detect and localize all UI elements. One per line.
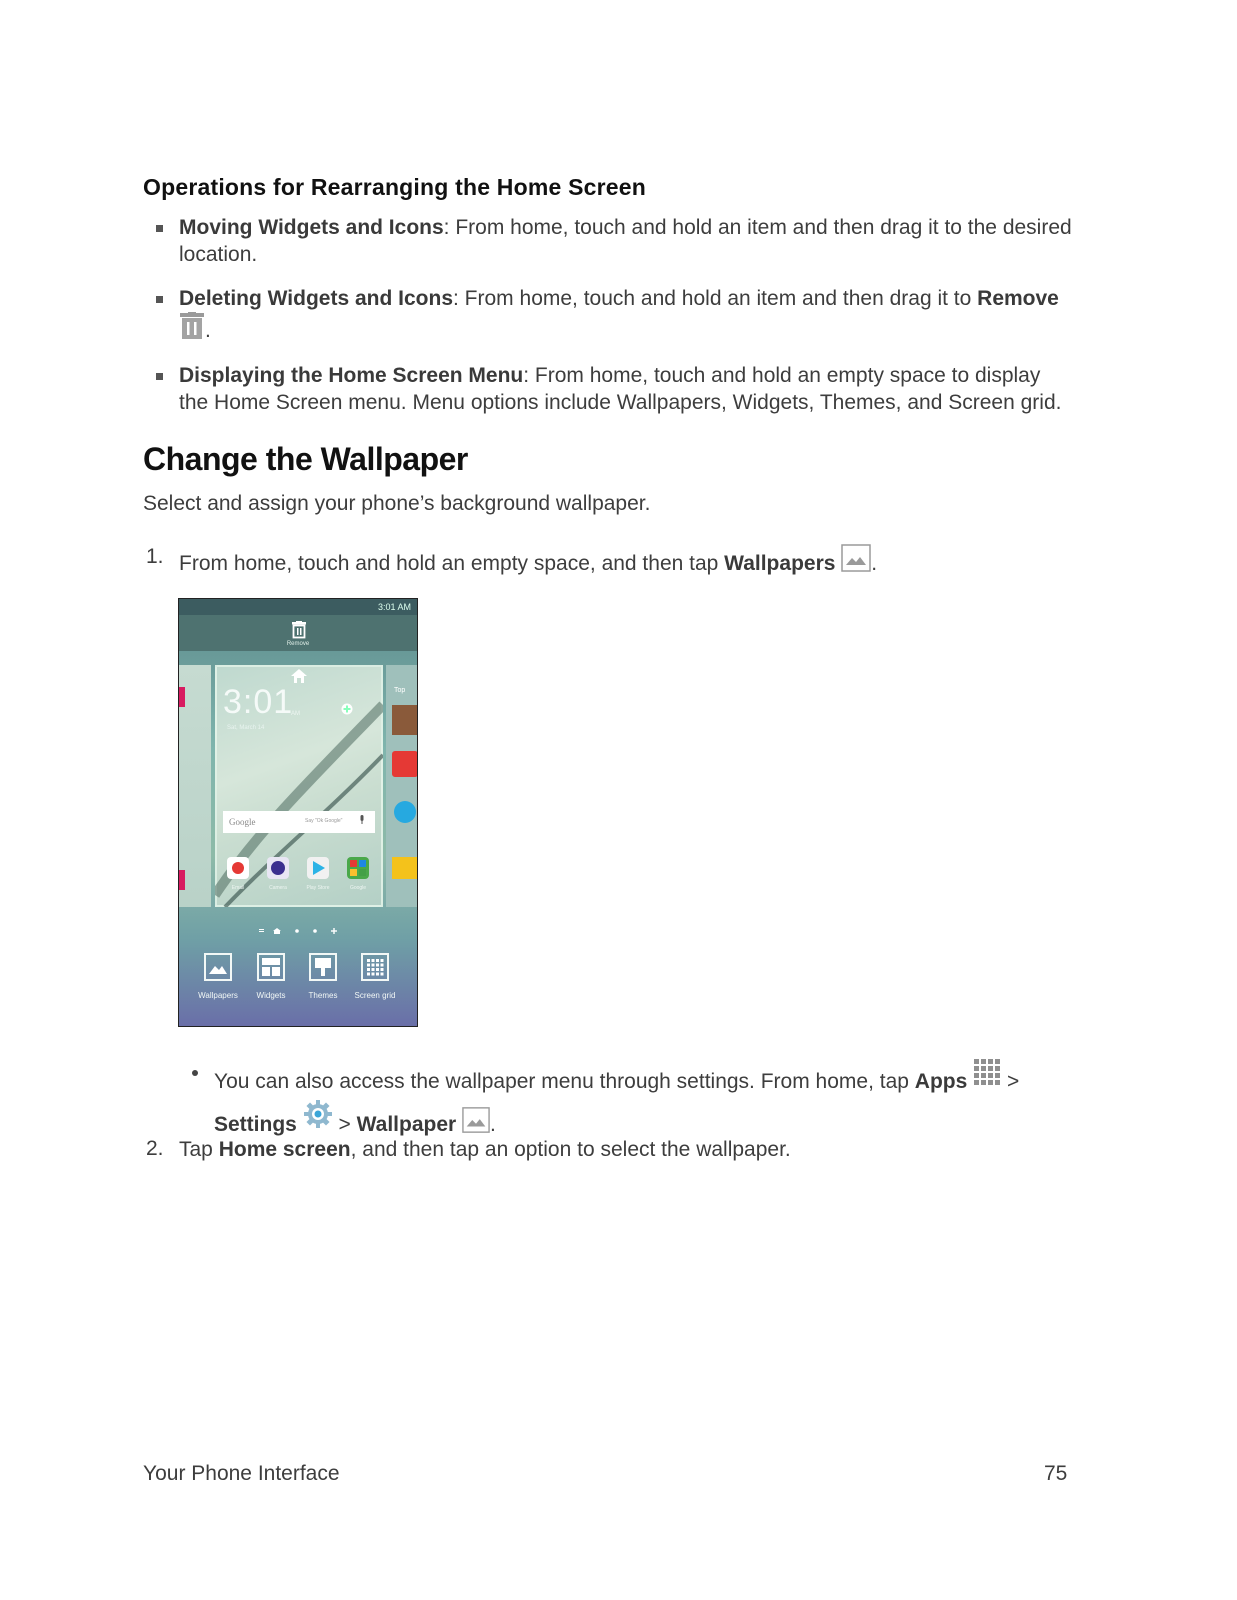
step-tail: . bbox=[871, 552, 878, 575]
page-indicator bbox=[259, 927, 349, 935]
settings-label: Settings bbox=[214, 1113, 297, 1136]
tip-sep: > bbox=[1001, 1070, 1020, 1093]
settings-gear-icon bbox=[303, 1099, 333, 1140]
step-text: Tap bbox=[179, 1138, 219, 1161]
add-icon bbox=[341, 703, 353, 715]
left-page-peek bbox=[179, 665, 211, 907]
intro-text: Select and assign your phone’s background wallpaper. bbox=[143, 492, 651, 515]
right-peek-label: Top bbox=[394, 687, 406, 694]
menu-label: Screen grid bbox=[354, 991, 396, 1000]
tip-sep: > bbox=[332, 1113, 357, 1136]
step-2 bbox=[179, 1136, 1084, 1163]
clock-suffix: AM bbox=[291, 711, 300, 717]
camera-app-icon bbox=[267, 857, 289, 879]
page-number: 75 bbox=[1044, 1462, 1068, 1485]
step-1 bbox=[179, 544, 1084, 579]
status-bar: 3:01 AM bbox=[179, 599, 417, 615]
search-brand: Google bbox=[229, 817, 256, 827]
wallpapers-label: Wallpapers bbox=[724, 552, 836, 575]
menu-label: Wallpapers bbox=[198, 991, 238, 1000]
home-screen-label: Home screen bbox=[218, 1138, 351, 1161]
bullet-marker bbox=[156, 373, 163, 380]
date: Sat, March 14 bbox=[227, 725, 265, 731]
mic-icon bbox=[359, 815, 365, 825]
bullet-displaying bbox=[179, 362, 1084, 416]
wallpaper-icon bbox=[841, 544, 871, 579]
tip-bullet-marker bbox=[192, 1070, 198, 1076]
step-text: From home, touch and hold an empty space, and then tap bbox=[179, 552, 725, 575]
themes-menu-button bbox=[309, 953, 337, 981]
footer-title: Your Phone Interface bbox=[143, 1462, 340, 1485]
menu-label: Themes bbox=[308, 991, 338, 1000]
remove-label: Remove bbox=[977, 287, 1059, 310]
bullet-title: Displaying the Home Screen Menu bbox=[179, 364, 524, 387]
app-label: Play Store bbox=[306, 885, 330, 891]
tip bbox=[214, 1058, 1084, 1145]
bullet-marker bbox=[156, 225, 163, 232]
bullet-text: the Home Screen menu. Menu options include Wallpapers, Widgets, Themes, and Screen grid. bbox=[179, 391, 1062, 414]
home-icon bbox=[291, 669, 307, 683]
apps-label: Apps bbox=[914, 1070, 968, 1093]
bullet-tail: . bbox=[205, 319, 211, 342]
step-tail: , and then tap an option to select the wallpaper. bbox=[350, 1138, 791, 1161]
google-folder-icon bbox=[347, 857, 369, 879]
bullet-title: Deleting Widgets and Icons bbox=[179, 287, 454, 310]
menu-label: Widgets bbox=[256, 991, 286, 1000]
remove-label: Remove bbox=[286, 641, 310, 647]
trash-icon bbox=[291, 621, 307, 639]
play-store-app-icon bbox=[307, 857, 329, 879]
search-hint: Say "Ok Google" bbox=[305, 818, 343, 824]
wallpapers-menu-button bbox=[204, 953, 232, 981]
bullet-deleting bbox=[179, 285, 1084, 347]
step-number: 2. bbox=[146, 1137, 164, 1160]
bullet-text: : From home, touch and hold an item and then drag it to bbox=[453, 287, 978, 310]
trash-icon bbox=[179, 312, 205, 347]
section-heading: Operations for Rearranging the Home Screen bbox=[143, 174, 647, 200]
page-title: Change the Wallpaper bbox=[143, 441, 468, 477]
tip-tail: . bbox=[490, 1113, 496, 1136]
right-page-peek bbox=[386, 665, 418, 907]
wallpaper-label: Wallpaper bbox=[356, 1113, 457, 1136]
clock: 3:01 bbox=[223, 683, 294, 721]
tip-text: You can also access the wallpaper menu through settings. From home, tap bbox=[214, 1070, 915, 1093]
widgets-menu-button bbox=[257, 953, 285, 981]
email-app-icon bbox=[227, 857, 249, 879]
bullet-moving bbox=[179, 214, 1084, 268]
bullet-text: : From home, touch and hold an item and then drag it to the desired location. bbox=[179, 216, 1072, 266]
app-label: Email bbox=[231, 885, 245, 891]
app-label: Camera bbox=[269, 885, 287, 891]
app-label: Google bbox=[349, 885, 367, 891]
bullet-text: : From home, touch and hold an empty space to display bbox=[523, 364, 1041, 387]
bullet-title: Moving Widgets and Icons bbox=[179, 216, 444, 239]
bullet-marker bbox=[156, 296, 163, 303]
screen-grid-menu-button bbox=[361, 953, 389, 981]
home-screen-screenshot bbox=[178, 598, 418, 1027]
step-number: 1. bbox=[146, 545, 164, 568]
apps-grid-icon bbox=[973, 1058, 1001, 1097]
